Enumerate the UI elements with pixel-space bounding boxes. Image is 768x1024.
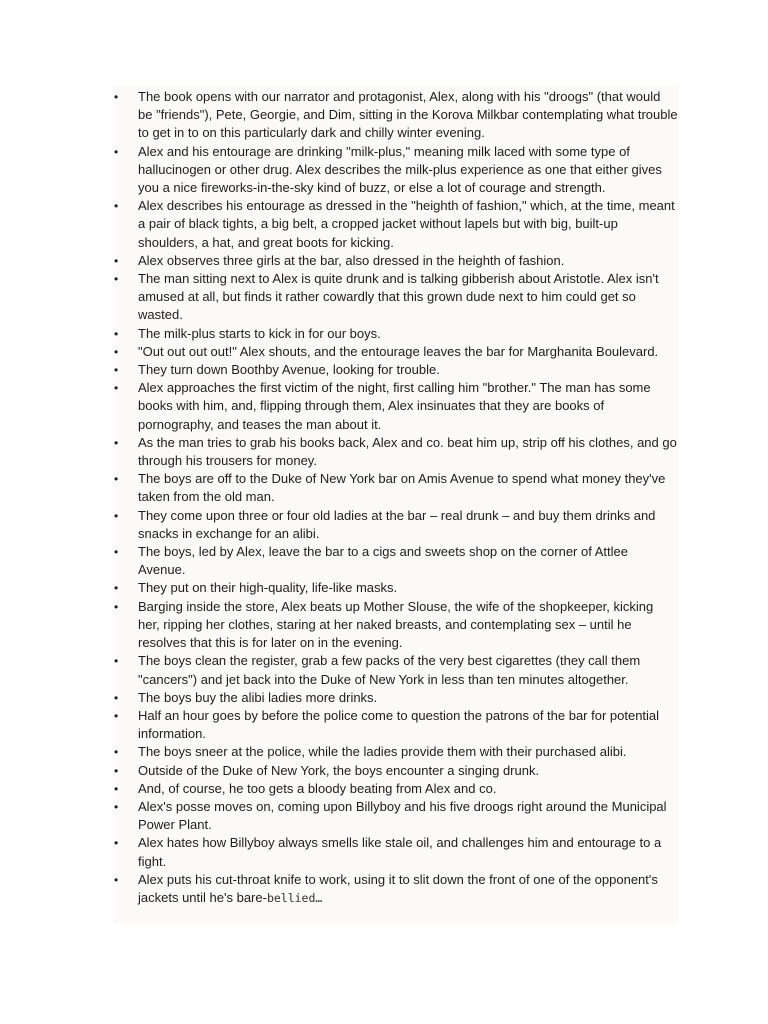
- list-item: • The man sitting next to Alex is quite drunk and is talking gibberish about Aristotle. Alex isn't amused at all, but finds it rather cowardly that this grown dude next to him could get so wasted.: [113, 270, 678, 325]
- list-item: • Alex hates how Billyboy always smells like stale oil, and challenges him and entourage to a fight.: [113, 834, 678, 870]
- list-item: • They put on their high-quality, life-like masks.: [113, 579, 678, 597]
- list-item: • The milk-plus starts to kick in for our boys.: [113, 325, 678, 343]
- list-item: • And, of course, he too gets a bloody beating from Alex and co.: [113, 780, 678, 798]
- list-item: • Alex's posse moves on, coming upon Billyboy and his five droogs right around the Municipal Power Plant.: [113, 798, 678, 834]
- truncated-tail-text: bellied…: [266, 890, 323, 905]
- list-item: • The boys are off to the Duke of New York bar on Amis Avenue to spend what money they've taken from the old man.: [113, 470, 678, 506]
- list-item: • They turn down Boothby Avenue, looking for trouble.: [113, 361, 678, 379]
- list-item: • Barging inside the store, Alex beats up Mother Slouse, the wife of the shopkeeper, kicking her, ripping her clothes, staring at her naked breasts, and contemplating sex – until he resolves that this is for later on in the evening.: [113, 598, 678, 653]
- list-item-last: [113, 871, 678, 907]
- list-item: • The book opens with our narrator and protagonist, Alex, along with his "droogs" (that would be "friends"), Pete, Georgie, and Dim, sitting in the Korova Milkbar contemplating what trouble to get in to on this particularly dark and chilly winter evening.: [113, 88, 678, 143]
- list-item: • Alex observes three girls at the bar, also dressed in the heighth of fashion.: [113, 252, 678, 270]
- list-item: • The boys clean the register, grab a few packs of the very best cigarettes (they call them "cancers") and jet back into the Duke of New York in less than ten minutes altogether.: [113, 652, 678, 688]
- list-item: • The boys sneer at the police, while the ladies provide them with their purchased alibi.: [113, 743, 678, 761]
- list-item: • The boys, led by Alex, leave the bar to a cigs and sweets shop on the corner of Attlee Avenue.: [113, 543, 678, 579]
- list-item: • Outside of the Duke of New York, the boys encounter a singing drunk.: [113, 762, 678, 780]
- list-item: • Alex and his entourage are drinking "milk-plus," meaning milk laced with some type of hallucinogen or other drug. Alex describes the milk-plus experience as one that either gives you a nice fireworks-in-the-sky kind of buzz, or else a lot of courage and strength.: [113, 143, 678, 198]
- list-item: • As the man tries to grab his books back, Alex and co. beat him up, strip off his clothes, and go through his trousers for money.: [113, 434, 678, 470]
- summary-bullet-list: [113, 88, 678, 907]
- document-page: [113, 86, 678, 924]
- list-item: • The boys buy the alibi ladies more drinks.: [113, 689, 678, 707]
- list-item: • They come upon three or four old ladies at the bar – real drunk – and buy them drinks and snacks in exchange for an alibi.: [113, 507, 678, 543]
- list-item: • Alex approaches the first victim of the night, first calling him "brother." The man has some books with him, and, flipping through them, Alex insinuates that they are books of pornography, and teases the man about it.: [113, 379, 678, 434]
- list-item: • Alex describes his entourage as dressed in the "heighth of fashion," which, at the time, meant a pair of black tights, a big belt, a cropped jacket without lapels but with big, built-up shoulders, a hat, and great boots for kicking.: [113, 197, 678, 252]
- list-item: • "Out out out out!" Alex shouts, and the entourage leaves the bar for Marghanita Boulevard.: [113, 343, 678, 361]
- list-item-last-text: Alex puts his cut-throat knife to work, using it to slit down the front of one of the opponent's jackets until he's bare-: [138, 871, 658, 905]
- list-item: • Half an hour goes by before the police come to question the patrons of the bar for potential information.: [113, 707, 678, 743]
